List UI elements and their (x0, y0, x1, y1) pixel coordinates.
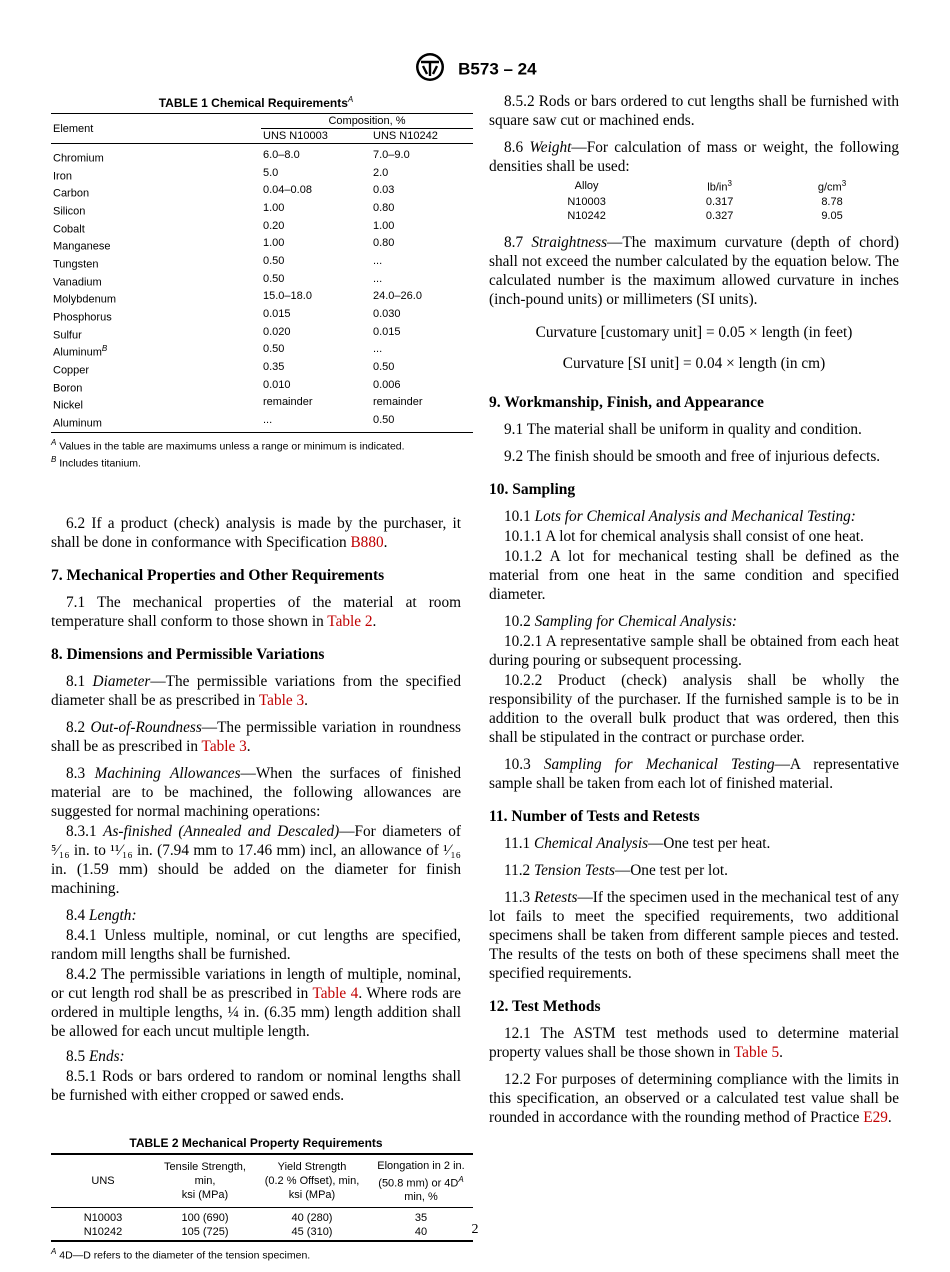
page-number: 2 (471, 1222, 479, 1237)
density-table (509, 177, 889, 223)
table1-title: TABLE 1 Chemical Requirements$^A$ (158, 95, 354, 110)
n10242-cell: 0.80 (373, 201, 395, 214)
t2-header-elongation: Elongation in 2 in. (50.8 mm) or $4D^A$ min, % (369, 1154, 473, 1208)
para-12-2: 12.2 For purposes of determining compliance with the limits in this specification, an observed or a calculated test value shall be rounded in accordance with the rounding method of Practice E29. (489, 1070, 899, 1126)
element-cell: Iron (53, 170, 72, 183)
section-11-heading: 11. Number of Tests and Retests (489, 807, 700, 825)
n10003-cell: 0.015 (263, 307, 291, 320)
t2-uns-cell: N10242 (51, 1225, 155, 1241)
left-column (51, 92, 465, 1263)
para-8-2: 8.2 Out-of-Roundness—The permissible variation in roundness shall be as prescribed in Table 3. (51, 718, 461, 755)
para-10-2-1: 10.2.1 A representative sample shall be obtained from each heat during pouring or subsequent processing. (489, 632, 900, 669)
para-10-1: 10.1 Lots for Chemical Analysis and Mechanical Testing: (504, 507, 856, 525)
n10242-cell: ... (373, 272, 383, 285)
table1-row (51, 395, 473, 413)
table1-chemical-requirements (51, 113, 473, 433)
t2-yield-cell: 45 (310) (255, 1225, 369, 1241)
n10242-cell: 7.0–9.0 (373, 149, 410, 161)
para-11-3: 11.3 Retests—If the specimen used in the mechanical test of any lot fails to meet the specified requirements, two additional specimens shall be taken from different sample pieces and tested. The results of the tests on both of these specimens shall meet the specified requirements. (489, 888, 899, 982)
element-cell: Carbon (53, 187, 90, 200)
right-column (489, 92, 899, 1135)
composition-header: Composition, % (261, 114, 473, 129)
ref-e29[interactable]: E29 (863, 1108, 888, 1126)
element-cell: Phosphorus (53, 311, 112, 324)
designation: B573 – 24 (458, 59, 537, 79)
n10003-cell: 0.50 (263, 343, 285, 356)
table1-row (51, 254, 473, 272)
density-lb-cell: 0.327 (705, 209, 734, 222)
element-cell: Sulfur (53, 329, 82, 342)
density-row (509, 209, 889, 223)
para-8-5: 8.5 Ends: (66, 1047, 125, 1065)
t2-header-uns: UNS (51, 1154, 155, 1208)
density-header-g: $g/cm^3$ (817, 179, 847, 194)
table1-row (51, 325, 473, 343)
ref-table-3[interactable]: Table 3 (258, 691, 305, 709)
n10242-cell: 0.015 (373, 325, 401, 338)
para-12-1: 12.1 The ASTM test methods used to determine material property values shall be those shown in Table 5. (489, 1024, 899, 1061)
ref-b880[interactable]: B880 (350, 533, 384, 551)
element-cell: Aluminum$^B$ (53, 344, 108, 359)
para-9-1: 9.1 The material shall be uniform in quality and condition. (504, 420, 862, 438)
table1-row (51, 183, 473, 201)
t2-tensile-cell: 100 (690) (181, 1212, 229, 1225)
para-8-4-2: 8.4.2 The permissible variations in length of multiple, nominal, or cut length rod shall be as prescribed in Table 4. Where rods are ordered in multiple lengths, ¼ in. (6.35 mm) length addition shall be allowed for each uncut multiple length. (51, 965, 461, 1040)
t2-elong-cell: 40 (369, 1225, 473, 1241)
n10003-cell: ... (261, 413, 371, 432)
n10242-cell: 0.006 (373, 378, 401, 391)
table1-row (51, 219, 473, 237)
n10242-cell: 24.0–26.0 (373, 290, 422, 303)
n10242-cell: 2.0 (373, 166, 389, 179)
table1-row (51, 236, 473, 254)
section-9-heading: 9. Workmanship, Finish, and Appearance (489, 393, 764, 411)
table1-row (51, 144, 473, 166)
n10003-cell: 5.0 (263, 166, 279, 179)
n10242-cell: 0.80 (373, 237, 395, 250)
n10242-cell: ... (373, 254, 383, 267)
element-cell: Tungsten (53, 258, 99, 271)
n10003-cell: 0.35 (263, 360, 285, 373)
n10003-cell: remainder (263, 396, 313, 409)
element-header: Element (51, 114, 261, 144)
density-g-cell: 8.78 (821, 195, 843, 208)
table1-row (51, 378, 473, 396)
density-g-cell: 9.05 (821, 209, 843, 222)
t2-header-tensile: Tensile Strength, min, ksi (MPa) (155, 1154, 255, 1208)
section-7-heading: 7. Mechanical Properties and Other Requirements (51, 566, 385, 584)
para-8-6: 8.6 Weight—For calculation of mass or weight, the following densities shall be used: (489, 139, 899, 175)
element-cell: Nickel (53, 399, 83, 412)
para-11-1: 11.1 Chemical Analysis—One test per heat. (504, 834, 771, 852)
element-cell: Molybdenum (53, 293, 116, 306)
para-8-3: 8.3 Machining Allowances—When the surfaces of finished material are to be machined, the following allowances are suggested for normal machining operations: (51, 764, 461, 820)
table1-row (51, 289, 473, 307)
n10242-cell: 1.00 (373, 219, 395, 232)
density-header-alloy: Alloy (574, 179, 599, 192)
element-cell: Manganese (53, 240, 111, 253)
para-10-1-1: 10.1.1 A lot for chemical analysis shall consist of one heat. (504, 527, 864, 545)
element-cell: Vanadium (53, 276, 102, 289)
para-7-1: 7.1 The mechanical properties of the material at room temperature shall conform to those shown in Table 2. (51, 593, 461, 630)
table1-row (51, 166, 473, 184)
para-8-7: 8.7 Straightness—The maximum curvature (depth of chord) shall not exceed the number calculated by the equation below. The calculated number is the maximum allowed curvature in inches (inch-pound units) or millimeters (SI units). (489, 233, 900, 308)
equation-customary: Curvature [customary unit] = 0.05 × length (in feet) (535, 323, 853, 341)
table2-title: TABLE 2 Mechanical Property Requirements (129, 1135, 383, 1150)
section-8-heading: 8. Dimensions and Permissible Variations (51, 645, 325, 663)
para-8-5-1: 8.5.1 Rods or bars ordered to random or nominal lengths shall be furnished with either cropped or sawed ends. (51, 1067, 461, 1104)
density-alloy-cell: N10242 (567, 209, 606, 222)
para-11-2: 11.2 Tension Tests—One test per lot. (504, 861, 728, 879)
equation-si: Curvature [SI unit] = 0.04 × length (in cm) (562, 354, 826, 372)
t2-tensile-cell: 105 (725) (155, 1225, 255, 1241)
para-8-4: 8.4 Length: (66, 906, 137, 924)
t2-elong-cell: 35 (414, 1212, 428, 1225)
col-n10242: UNS N10242 (371, 129, 473, 144)
n10003-cell: 0.010 (263, 378, 291, 391)
ref-table-4[interactable]: Table 4 (312, 984, 359, 1002)
table1-row (51, 342, 473, 360)
table1-footnote-a: $^A$ Values in the table are maximums unless a range or minimum is indicated. (51, 437, 405, 452)
table1-row (51, 272, 473, 290)
para-10-1-2: 10.1.2 A lot for mechanical testing shall be defined as the material from one heat in the same condition and specified diameter. (489, 547, 899, 603)
n10242-cell: ... (373, 343, 383, 356)
density-row (509, 195, 889, 209)
n10242-cell: 0.030 (373, 307, 401, 320)
n10003-cell: 1.00 (263, 201, 285, 214)
table2-footnote: $^A$ 4D—D refers to the diameter of the tension specimen. (51, 1247, 311, 1262)
t2-yield-cell: 40 (280) (291, 1212, 333, 1225)
ref-table-5[interactable]: Table 5 (733, 1043, 780, 1061)
density-alloy-cell: N10003 (567, 195, 606, 208)
t2-uns-cell: N10003 (83, 1212, 123, 1225)
n10003-cell: 0.20 (263, 219, 285, 232)
section-12-heading: 12. Test Methods (489, 997, 601, 1015)
element-cell: Silicon (53, 205, 86, 218)
n10003-cell: 15.0–18.0 (263, 290, 312, 303)
para-9-2: 9.2 The finish should be smooth and free of injurious defects. (504, 447, 881, 465)
n10003-cell: 0.50 (263, 272, 285, 285)
n10242-cell: 0.50 (371, 413, 473, 432)
n10003-cell: 0.50 (263, 254, 285, 267)
n10003-cell: 0.020 (263, 325, 291, 338)
n10003-cell: 0.04–0.08 (263, 184, 312, 197)
page-header (0, 52, 950, 87)
para-10-2-2: 10.2.2 Product (check) analysis shall be wholly the responsibility of the purchaser. If the furnished sample is to be in addition to the overall bulk product that was ordered, then this shall be stipulated in the contract or purchase order. (489, 671, 899, 746)
table1-row (51, 360, 473, 378)
para-8-1: 8.1 Diameter—The permissible variations from the specified diameter shall be as prescribed in Table 3. (51, 672, 461, 709)
table1-row (51, 413, 473, 432)
element-cell: Aluminum (51, 413, 261, 432)
ref-table-2[interactable]: Table 2 (327, 612, 373, 630)
astm-logo-icon (413, 52, 447, 87)
n10242-cell: 0.50 (373, 360, 395, 373)
para-8-4-1: 8.4.1 Unless multiple, nominal, or cut lengths are specified, random mill lengths shall be furnished. (51, 926, 461, 963)
n10242-cell: 0.03 (373, 184, 395, 197)
para-8-5-2: 8.5.2 Rods or bars ordered to cut lengths shall be furnished with square saw cut or machined ends. (489, 93, 899, 129)
element-cell: Copper (53, 364, 90, 377)
para-10-2: 10.2 Sampling for Chemical Analysis: (504, 612, 738, 630)
table1-row (51, 307, 473, 325)
n10003-cell: 6.0–8.0 (263, 149, 300, 161)
para-6-2: 6.2 If a product (check) analysis is made by the purchaser, it shall be done in conformance with Specification B880. (51, 514, 461, 551)
ref-table-3b[interactable]: Table 3 (201, 737, 247, 755)
element-cell: Cobalt (53, 223, 85, 236)
para-10-3: 10.3 Sampling for Mechanical Testing—A representative sample shall be taken from each lot of finished material. (489, 755, 899, 792)
col-n10003: UNS N10003 (261, 129, 371, 144)
table1-footnote-b: $^B$ Includes titanium. (51, 455, 141, 470)
para-8-3-1: 8.3.1 As-finished (Annealed and Descaled)—For diameters of ⁵⁄₁₆ in. to ¹¹⁄₁₆ in. (7.94 mm to 17.46 mm) incl, an allowance of ¹⁄₁₆ in. (1.59 mm) should be added on the diameter for finish machining. (51, 822, 461, 897)
t2-header-yield: Yield Strength (0.2 % Offset), min, ksi (MPa) (255, 1154, 369, 1208)
density-header-lb: $lb/in^3$ (707, 179, 732, 194)
element-cell: Chromium (53, 152, 104, 165)
table1-row (51, 201, 473, 219)
density-lb-cell: 0.317 (705, 195, 734, 208)
n10003-cell: 1.00 (263, 237, 285, 250)
element-cell: Boron (53, 382, 83, 395)
section-10-heading: 10. Sampling (489, 480, 576, 498)
n10242-cell: remainder (373, 396, 423, 409)
